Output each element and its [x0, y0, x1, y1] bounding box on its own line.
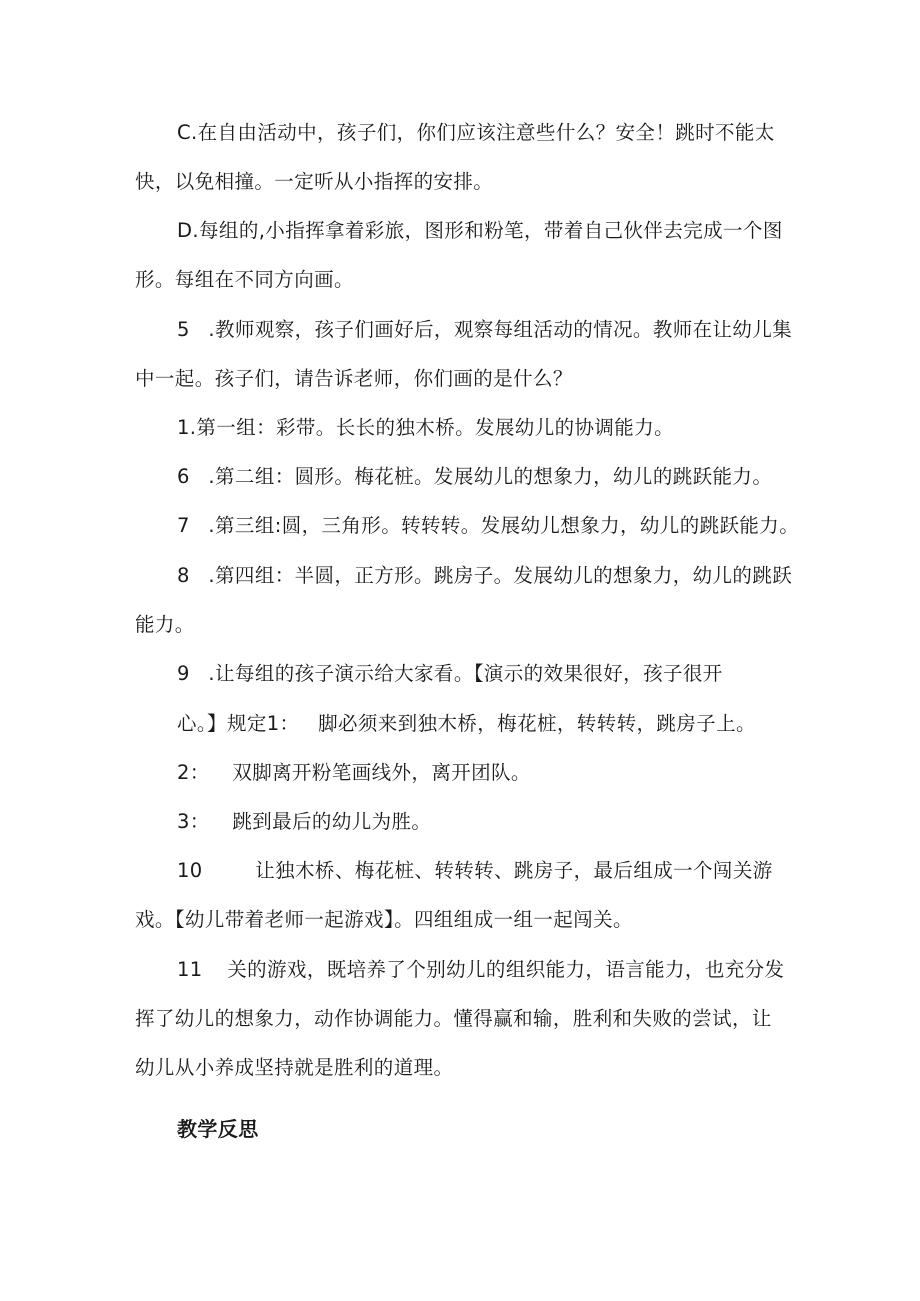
list-item — [177, 561, 792, 591]
paragraph-line: D.每组的,小指挥拿着彩旅，图形和粉笔，带着自己伙伴去完成一个图 — [177, 219, 783, 242]
item-number: 5 — [177, 318, 190, 341]
paragraph-line — [177, 709, 756, 739]
item-text: 关的游戏，既培养了个别幼儿的组织能力，语言能力，也充分发 — [227, 958, 785, 981]
paragraph-line: 快，以免相撞。一定听从小指挥的安排。 — [135, 170, 494, 193]
rule-line — [177, 807, 431, 837]
item-text: 让独木桥、梅花桩、转转转、跳房子，最后组成一个闯关游 — [255, 859, 773, 882]
paragraph-line: 形。每组在不同方向画。 — [135, 268, 354, 291]
list-item — [177, 856, 773, 886]
list-item — [177, 511, 799, 541]
rule-label: 心。】规定1： — [177, 712, 300, 735]
item-text: .让每组的孩子演示给大家看。【演示的效果很好，孩子很开 — [208, 662, 723, 685]
item-number: 11 — [177, 958, 203, 981]
item-number: 6 — [177, 465, 190, 488]
rule-text: 双脚离开粉笔画线外，离开团队。 — [232, 761, 531, 784]
item-text: .教师观察，孩子们画好后，观察每组活动的情况。教师在让幼儿集 — [208, 318, 793, 341]
item-number: 10 — [177, 859, 203, 882]
paragraph-line: 幼儿从小养成坚持就是胜利的道理。 — [135, 1056, 454, 1079]
paragraph-line: C.在自由活动中，孩子们，你们应该注意些什么？安全！跳时不能太 — [177, 121, 775, 144]
item-text: .第四组：半圆，正方形。跳房子。发展幼儿的想象力，幼儿的跳跃 — [208, 564, 793, 587]
rule-label: 2： — [177, 761, 210, 784]
paragraph-line: 挥了幼儿的想象力，动作协调能力。懂得赢和输，胜利和失败的尝试，让 — [135, 1007, 772, 1030]
list-item — [177, 955, 784, 985]
item-text: .第三组:圆，三角形。转转转。发展幼儿想象力，幼儿的跳跃能力。 — [208, 514, 800, 537]
rule-text: 脚必须来到独木桥，梅花桩，转转转，跳房子上。 — [318, 712, 756, 735]
list-item — [177, 659, 723, 689]
section-heading: 教学反思 — [177, 1117, 259, 1141]
paragraph-line: 戏。【幼儿带着老师一起游戏】。四组组成一组一起闯关。 — [135, 908, 633, 931]
item-number: 9 — [177, 662, 190, 685]
rule-label: 3： — [177, 810, 210, 833]
item-text: .第二组：圆形。梅花桩。发展幼儿的想象力，幼儿的跳跃能力。 — [208, 465, 773, 488]
list-item: 1.第一组：彩带。长长的独木桥。发展幼儿的协调能力。 — [177, 416, 675, 439]
rule-text: 跳到最后的幼儿为胜。 — [232, 810, 432, 833]
list-item — [177, 315, 792, 345]
rule-line — [177, 758, 531, 788]
paragraph-line: 能力。 — [135, 613, 195, 636]
item-number: 7 — [177, 514, 190, 537]
paragraph-line: 中一起。孩子们，请告诉老师，你们画的是什么？ — [135, 367, 573, 390]
list-item — [177, 462, 772, 492]
item-number: 8 — [177, 564, 190, 587]
